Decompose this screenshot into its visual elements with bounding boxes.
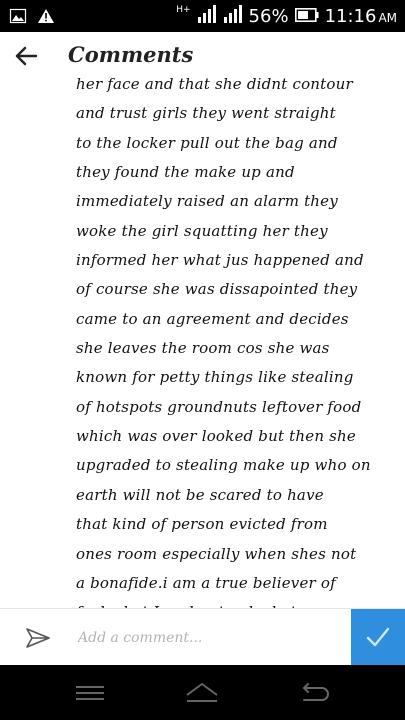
recent-apps-icon xyxy=(70,692,110,711)
network-type: H+ xyxy=(176,5,191,15)
back-icon xyxy=(294,692,334,711)
back-button[interactable] xyxy=(12,42,40,70)
comment-text-line: woke the girl squatting her they xyxy=(76,221,328,240)
warning-icon xyxy=(38,8,54,27)
comment-text-line: ones room especially when shes not xyxy=(76,544,357,563)
signal-icon xyxy=(197,4,217,28)
comment-text-line: her face and that she didnt contour xyxy=(76,75,353,93)
recent-apps-button[interactable] xyxy=(70,679,110,707)
image-icon xyxy=(10,8,26,27)
arrow-left-icon xyxy=(12,55,40,74)
battery-icon xyxy=(295,7,319,26)
comment-text-line: which was over looked but then she xyxy=(76,427,356,446)
send-icon xyxy=(24,624,52,652)
comment-text-line: of course she was dissapointed they xyxy=(76,280,358,299)
clock-ampm: AM xyxy=(378,10,397,25)
page-title: Comments xyxy=(68,42,194,67)
status-bar-right xyxy=(176,4,397,28)
comment-text-line: to the locker pull out the bag and xyxy=(76,133,338,152)
clock-time: 11:16 xyxy=(324,5,377,27)
battery-percent: 56% xyxy=(248,5,289,27)
comment-text-line: that kind of person evicted from xyxy=(76,515,328,534)
comment-text-line: they found the make up and xyxy=(76,163,295,182)
comment-text-line: immediately raised an alarm they xyxy=(76,192,338,211)
comment-text-line: a bonafide.i am a true believer of xyxy=(76,573,336,592)
status-bar-left xyxy=(10,8,54,27)
signal-icon-2 xyxy=(223,4,243,28)
clock xyxy=(325,6,397,27)
comment-text-line: known for petty things like stealing xyxy=(76,368,354,387)
status-bar xyxy=(0,0,405,32)
comment-input[interactable] xyxy=(76,623,340,653)
comment-text-line: of hotspots groundnuts leftover food xyxy=(76,397,362,416)
comment-content[interactable] xyxy=(0,75,405,608)
comment-text-line: came to an agreement and decides xyxy=(76,309,349,328)
comment-text-line: she leaves the room cos she was xyxy=(76,339,330,358)
submit-comment-button[interactable] xyxy=(351,609,405,666)
comment-text-line: and trust girls they went straight xyxy=(76,104,336,123)
comment-input-bar xyxy=(0,608,405,666)
nav-back-button[interactable] xyxy=(294,679,334,707)
home-icon xyxy=(182,692,222,711)
comment-text-line: informed her what jus happened and xyxy=(76,251,364,270)
comment-text-line: upgraded to stealing make up who on xyxy=(76,456,371,475)
comment-text xyxy=(76,70,391,628)
comment-text-line: earth will not be scared to have xyxy=(76,485,324,504)
navigation-bar xyxy=(0,665,405,720)
home-button[interactable] xyxy=(182,679,222,707)
